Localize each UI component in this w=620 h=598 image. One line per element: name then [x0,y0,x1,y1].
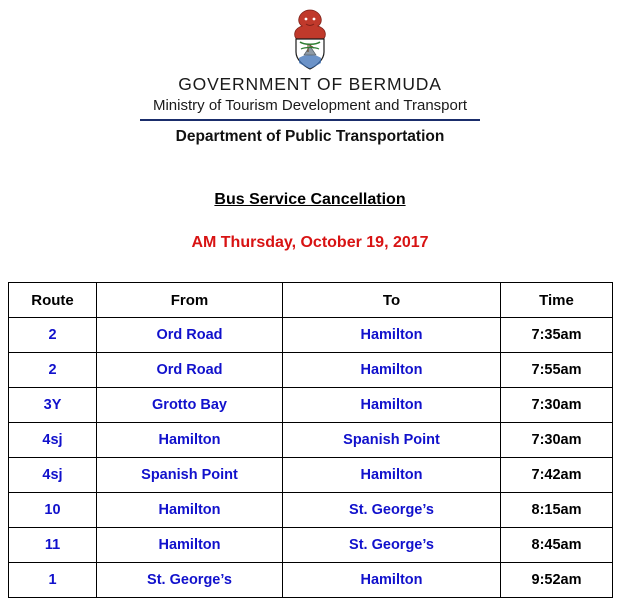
page-subtitle: AM Thursday, October 19, 2017 [191,234,429,251]
crest-container [0,0,620,72]
table-row [9,423,613,458]
cell-from: St. George’s [97,563,283,598]
cell-to: Hamilton [283,353,501,388]
cell-time: 7:55am [501,353,613,388]
cell-time: 7:30am [501,423,613,458]
cell-to: Hamilton [283,388,501,423]
cell-time: 7:35am [501,318,613,353]
bermuda-coat-of-arms-icon [282,8,338,72]
ministry-line: Ministry of Tourism Development and Transport [152,97,468,114]
cell-from: Grotto Bay [97,388,283,423]
cell-from: Ord Road [97,318,283,353]
cell-to: St. George’s [283,493,501,528]
cell-route: 2 [9,318,97,353]
cell-time: 9:52am [501,563,613,598]
cell-route: 11 [9,528,97,563]
cell-route: 3Y [9,388,97,423]
table-row [9,563,613,598]
table-row [9,493,613,528]
cell-to: Hamilton [283,563,501,598]
column-header-route: Route [9,283,97,318]
table-body [9,318,613,598]
cancellation-table [8,282,613,598]
column-header-from: From [97,283,283,318]
department-line: Department of Public Transportation [175,128,445,145]
cell-to: St. George’s [283,528,501,563]
cell-to: Hamilton [283,458,501,493]
cell-from: Hamilton [97,423,283,458]
cell-route: 10 [9,493,97,528]
cell-time: 8:15am [501,493,613,528]
cell-to: Hamilton [283,318,501,353]
cancellation-table-container [0,282,620,598]
cell-from: Hamilton [97,528,283,563]
cell-time: 7:30am [501,388,613,423]
cell-time: 8:45am [501,528,613,563]
column-header-to: To [283,283,501,318]
cell-route: 4sj [9,458,97,493]
table-row [9,458,613,493]
document-header [0,74,620,146]
page-title: Bus Service Cancellation [214,191,406,208]
cell-from: Ord Road [97,353,283,388]
header-divider [140,119,480,121]
table-header [9,283,613,318]
cell-from: Spanish Point [97,458,283,493]
table-row [9,318,613,353]
cell-route: 2 [9,353,97,388]
table-row [9,353,613,388]
table-row [9,388,613,423]
cell-route: 1 [9,563,97,598]
cell-from: Hamilton [97,493,283,528]
table-header-row [9,283,613,318]
cell-time: 7:42am [501,458,613,493]
table-row [9,528,613,563]
cell-route: 4sj [9,423,97,458]
government-line: GOVERNMENT OF BERMUDA [178,74,442,94]
title-block [0,191,620,252]
cell-to: Spanish Point [283,423,501,458]
column-header-time: Time [501,283,613,318]
